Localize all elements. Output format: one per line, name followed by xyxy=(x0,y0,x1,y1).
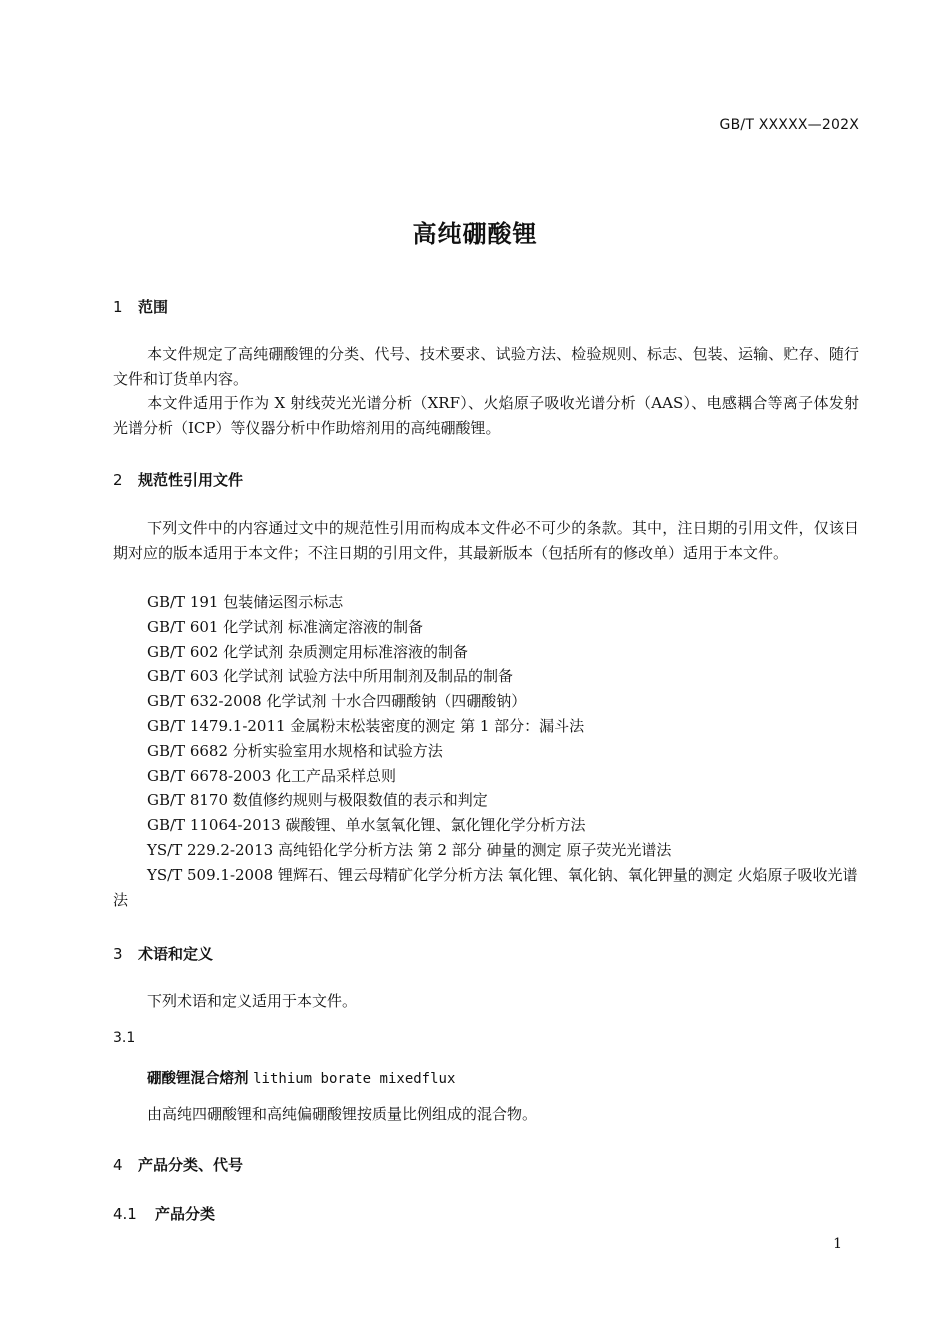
subsection-number: 4.1 xyxy=(113,1205,137,1223)
section-3-heading xyxy=(113,943,213,964)
reference-item: YS/T 509.1-2008 锂辉石、锂云母精矿化学分析方法 氧化锂、氧化钠、氧化钾量的测定 火焰原子吸收光谱法 xyxy=(113,865,858,909)
term-english: lithium borate mixedflux xyxy=(253,1071,456,1087)
reference-item: GB/T 601 化学试剂 标准滴定溶液的制备 xyxy=(147,617,423,636)
reference-item: GB/T 632-2008 化学试剂 十水合四硼酸钠（四硼酸钠） xyxy=(147,692,527,711)
section-1-heading xyxy=(113,296,168,317)
scope-paragraph-2: 本文件适用于作为 X 射线荧光光谱分析（XRF）、火焰原子吸收光谱分析（AAS）、电感耦合等离子体发射光谱分析（ICP）等仪器分析中作助熔剂用的高纯硼酸锂。 xyxy=(113,394,859,437)
standard-code: GB/T XXXXX—202X xyxy=(719,117,859,133)
section-number: 3 xyxy=(113,945,123,963)
section-title: 产品分类、代号 xyxy=(138,1156,244,1174)
reference-item: GB/T 11064-2013 碳酸锂、单水氢氧化锂、氯化锂化学分析方法 xyxy=(147,816,586,835)
document-title: 高纯硼酸锂 xyxy=(412,220,538,248)
reference-item: GB/T 191 包装储运图示标志 xyxy=(147,593,344,611)
term-chinese: 硼酸锂混合熔剂 xyxy=(147,1071,249,1087)
section-4-heading xyxy=(113,1154,243,1175)
page-number: 1 xyxy=(833,1236,842,1252)
subsection-title: 产品分类 xyxy=(155,1205,216,1223)
term-entry xyxy=(147,1067,455,1088)
section-number: 4 xyxy=(113,1156,123,1174)
term-number: 3.1 xyxy=(113,1030,136,1046)
scope-paragraph-1: 本文件规定了高纯硼酸锂的分类、代号、技术要求、试验方法、检验规则、标志、包装、运输、贮存、随行文件和订货单内容。 xyxy=(113,345,859,388)
reference-item: GB/T 8170 数值修约规则与极限数值的表示和判定 xyxy=(147,791,488,810)
section-title: 术语和定义 xyxy=(138,945,214,963)
reference-list xyxy=(113,590,859,912)
reference-item: GB/T 602 化学试剂 杂质测定用标准溶液的制备 xyxy=(147,642,469,661)
reference-item: GB/T 603 化学试剂 试验方法中所用制剂及制品的制备 xyxy=(147,667,514,686)
reference-item: YS/T 229.2-2013 高纯铅化学分析方法 第 2 部分 砷量的测定 原子荧光光谱法 xyxy=(147,840,672,859)
section-title: 范围 xyxy=(138,298,169,316)
section-number: 1 xyxy=(113,298,123,316)
reference-item: GB/T 6682 分析实验室用水规格和试验方法 xyxy=(147,741,443,760)
reference-item: GB/T 1479.1-2011 金属粉末松装密度的测定 第 1 部分：漏斗法 xyxy=(147,716,585,735)
term-definition: 由高纯四硼酸锂和高纯偏硼酸锂按质量比例组成的混合物。 xyxy=(147,1105,538,1123)
section-title: 规范性引用文件 xyxy=(138,471,244,489)
section-2-heading xyxy=(113,469,243,490)
terms-intro: 下列术语和定义适用于本文件。 xyxy=(147,992,358,1010)
references-intro: 下列文件中的内容通过文中的规范性引用而构成本文件必不可少的条款。其中，注日期的引用文件，仅该日期对应的版本适用于本文件；不注日期的引用文件，其最新版本（包括所有的修改单）适用于本文件。 xyxy=(113,519,859,562)
section-number: 2 xyxy=(113,471,123,489)
reference-item: GB/T 6678-2003 化工产品采样总则 xyxy=(147,766,397,785)
section-4-1-heading xyxy=(113,1203,215,1224)
